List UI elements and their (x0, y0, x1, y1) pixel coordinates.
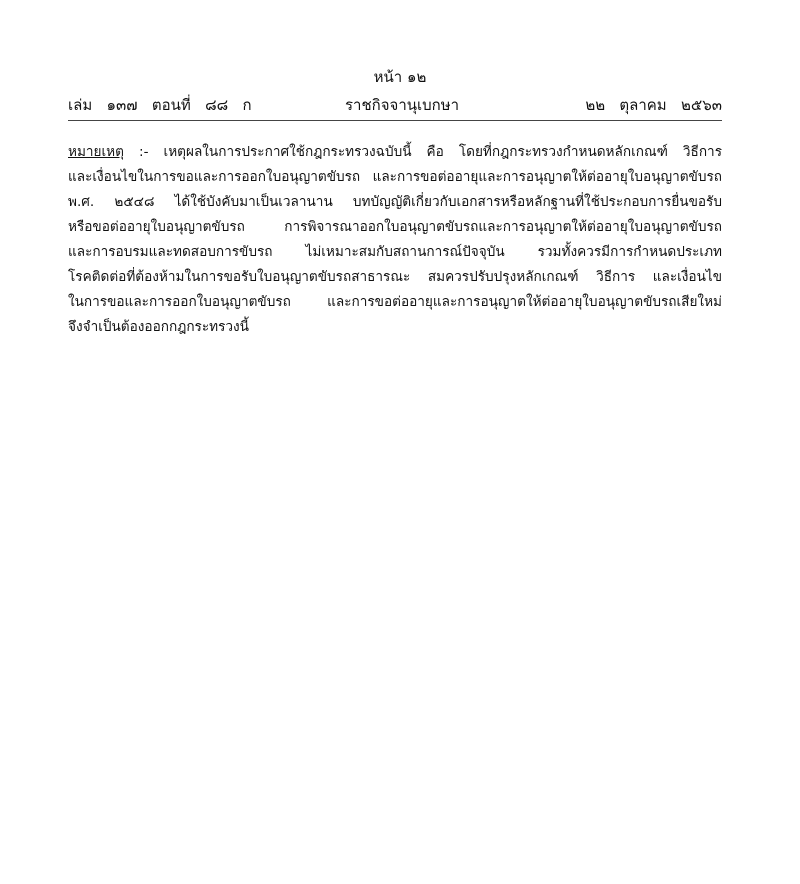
remark-line-7: ในการขอและการออกใบอนุญาตขับรถ และการขอต่ออายุและการอนุญาตให้ต่ออายุใบอนุญาตขับรถเสียใหม่ (68, 294, 722, 310)
volume-issue: เล่ม ๑๓๗ ตอนที่ ๘๘ ก (68, 96, 252, 114)
remark-separator: :- (123, 144, 164, 160)
remark-text: เหตุผลในการประกาศใช้กฎกระทรวงฉบับนี้ คือ โดยที่กฎกระทรวงกำหนดหลักเกณฑ์ วิธีการ (163, 144, 722, 160)
remark-line-6: โรคติดต่อที่ต้องห้ามในการขอรับใบอนุญาตขับรถสาธารณะ สมควรปรับปรุงหลักเกณฑ์ วิธีการ และเงื่อนไข (68, 269, 722, 285)
remark-line-3: พ.ศ. ๒๕๔๘ ได้ใช้บังคับมาเป็นเวลานาน บทบัญญัติเกี่ยวกับเอกสารหรือหลักฐานที่ใช้ประกอบการยื่นขอรับ (68, 194, 722, 210)
page-number: หน้า ๑๒ (373, 68, 427, 86)
publication-date: ๒๒ ตุลาคม ๒๕๖๓ (585, 96, 722, 114)
remark-paragraph (68, 140, 722, 340)
header-divider (68, 120, 722, 121)
remark-line-4: หรือขอต่ออายุใบอนุญาตขับรถ การพิจารณาออกใบอนุญาตขับรถและการอนุญาตให้ต่ออายุใบอนุญาตขับรถ (68, 219, 722, 235)
remark-line-2: และเงื่อนไขในการขอและการออกใบอนุญาตขับรถ และการขอต่ออายุและการอนุญาตให้ต่ออายุใบอนุญาตขับรถ (68, 169, 722, 185)
remark-line-5: และการอบรมและทดสอบการขับรถ ไม่เหมาะสมกับสถานการณ์ปัจจุบัน รวมทั้งควรมีการกำหนดประเภท (68, 244, 722, 260)
gazette-header (68, 94, 722, 118)
remark-label: หมายเหตุ (68, 144, 124, 160)
gazette-name: ราชกิจจานุเบกษา (345, 96, 460, 114)
remark-line-1 (68, 140, 722, 165)
remark-line-8: จึงจำเป็นต้องออกกฎกระทรวงนี้ (68, 319, 249, 335)
